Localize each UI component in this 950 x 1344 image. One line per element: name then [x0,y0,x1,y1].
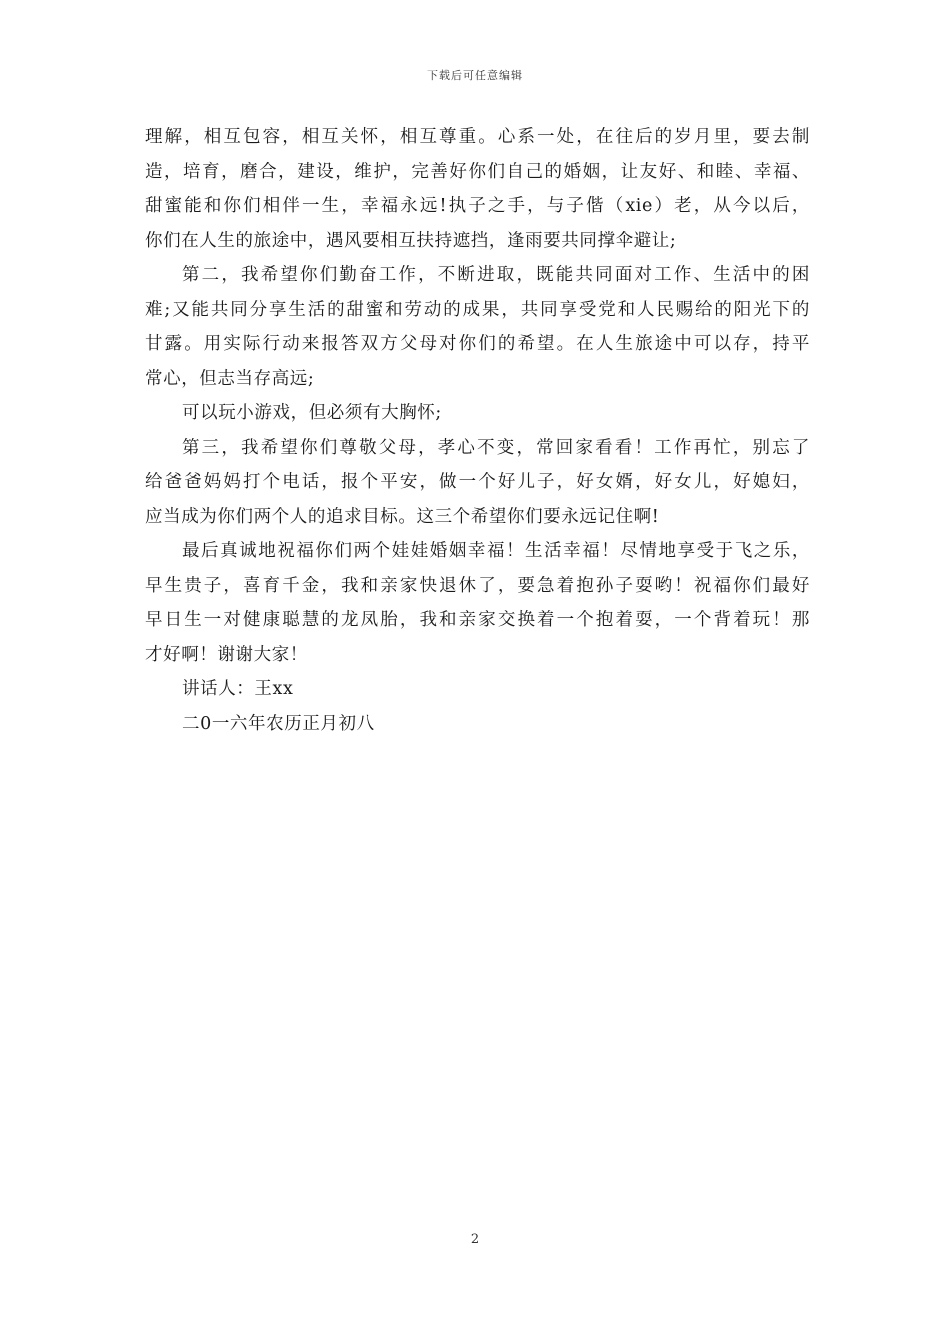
text-line: 早日生一对健康聪慧的龙凤胎，我和亲家交换着一个抱着耍，一个背着玩！那 [145,610,810,630]
speaker-line: 讲话人：王xx [182,679,294,699]
text-line: 可以玩小游戏，但必须有大胸怀; [182,403,442,423]
text-line: 早生贵子，喜育千金，我和亲家快退休了，要急着抱孙子耍哟！祝福你们最好 [145,575,810,596]
text-line: 才好啊！谢谢大家！ [145,644,308,665]
text-line: 甘露。用实际行动来报答双方父母对你们的希望。在人生旅途中可以存，持平 [145,334,810,354]
text-line: 常心，但志当存高远; [145,368,315,389]
text-line: 甜蜜能和你们相伴一生，幸福永远!执子之手，与子偕（xie）老，从今以后， [145,196,810,216]
text-line: 造，培育，磨合，建设，维护，完善好你们自己的婚姻，让友好、和睦、幸福、 [145,161,810,182]
date-line: 二0一六年农历正月初八 [182,713,375,734]
text-line: 第三，我希望你们尊敬父母，孝心不变，常回家看看！工作再忙，别忘了 [182,437,810,458]
text-line: 难;又能共同分享生活的甜蜜和劳动的成果，共同享受党和人民赐给的阳光下的 [145,299,810,320]
text-line: 理解，相互包容，相互关怀，相互尊重。心系一处，在往后的岁月里，要去制 [145,127,810,147]
text-line: 给爸爸妈妈打个电话，报个平安，做一个好儿子，好女婿，好女儿，好媳妇， [145,472,810,492]
document-body [145,120,810,741]
page-header: 下载后可任意编辑 [427,69,523,82]
text-line: 第二，我希望你们勤奋工作，不断进取，既能共同面对工作、生活中的困 [182,265,810,285]
text-line: 你们在人生的旅途中，遇风要相互扶持遮挡，逢雨要共同撑伞避让; [145,230,677,251]
text-line: 应当成为你们两个人的追求目标。这三个希望你们要永远记住啊! [145,506,660,527]
text-line: 最后真诚地祝福你们两个娃娃婚姻幸福！生活幸福！尽情地享受于飞之乐， [182,541,810,561]
page-number: 2 [470,1232,480,1247]
